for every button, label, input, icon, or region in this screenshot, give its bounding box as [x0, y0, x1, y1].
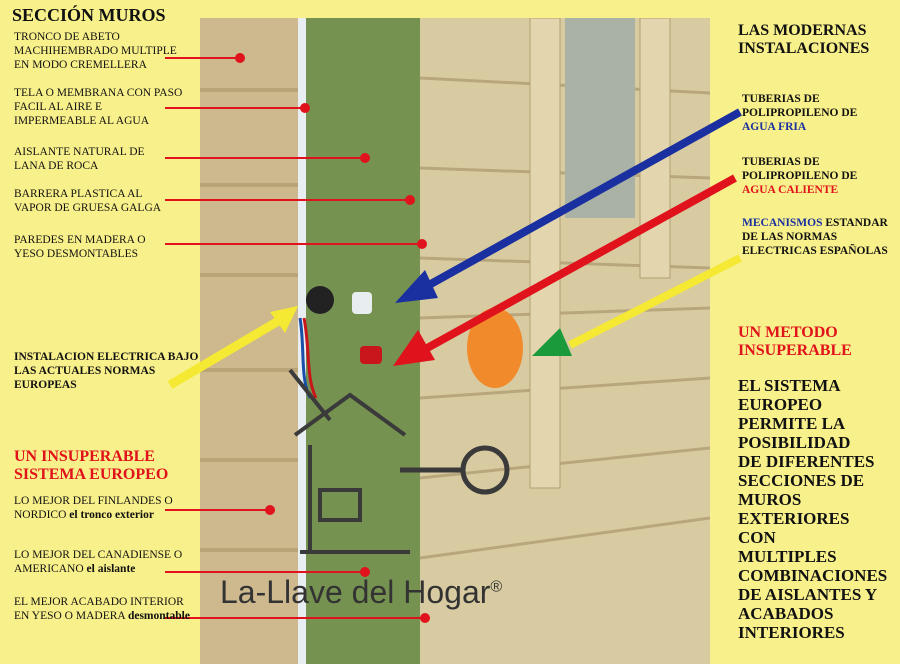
key-logo-icon: [400, 440, 510, 500]
hot-pipe-label: TUBERIAS DE POLIPROPILENO DE AGUA CALIENTE: [742, 156, 858, 196]
label-inner-wall: PAREDES EN MADERA O YESO DESMONTABLES: [14, 234, 146, 260]
house-key-logo-icon: [280, 365, 420, 560]
section-title: SECCIÓN MUROS: [12, 5, 166, 25]
mechanisms-label: MECANISMOS ESTANDAR DE LAS NORMAS ELECTRICAS ESPAÑOLAS: [742, 217, 888, 257]
brand-watermark: La-Llave del Hogar®: [220, 574, 503, 610]
system-title: UN INSUPERABLE SISTEMA EUROPEO: [14, 448, 169, 483]
method-body: EL SISTEMA EUROPEO PERMITE LA POSIBILIDAD DE DIFERENTES SECCIONES DE MUROS EXTERIORES CON MULTIPLES COMBINACIONES DE AISLANTES Y ACABADOS INTERIORES: [738, 376, 888, 642]
label-log: TRONCO DE ABETO MACHIHEMBRADO MULTIPLE EN MODO CREMELLERA: [14, 31, 177, 71]
best-canadian: LO MEJOR DEL CANADIENSE O AMERICANO el aislante: [14, 549, 183, 575]
cold-pipe-label: TUBERIAS DE POLIPROPILENO DE AGUA FRIA: [742, 93, 858, 133]
label-membrane: TELA O MEMBRANA CON PASO FACIL AL AIRE E IMPERMEABLE AL AGUA: [14, 87, 183, 127]
best-finnish: LO MEJOR DEL FINLANDES O NORDICO el tronco exterior: [14, 495, 173, 521]
method-title: UN METODO INSUPERABLE: [738, 324, 852, 359]
label-vapor-barrier: BARRERA PLASTICA AL VAPOR DE GRUESA GALGA: [14, 188, 162, 214]
label-insulation: AISLANTE NATURAL DE LANA DE ROCA: [14, 146, 145, 172]
label-electric: INSTALACION ELECTRICA BAJO LAS ACTUALES NORMAS EUROPEAS: [14, 351, 199, 391]
best-finish: EL MEJOR ACABADO INTERIOR EN YESO O MADERA desmontable: [14, 596, 190, 622]
installations-title: LAS MODERNAS INSTALACIONES: [738, 22, 870, 57]
